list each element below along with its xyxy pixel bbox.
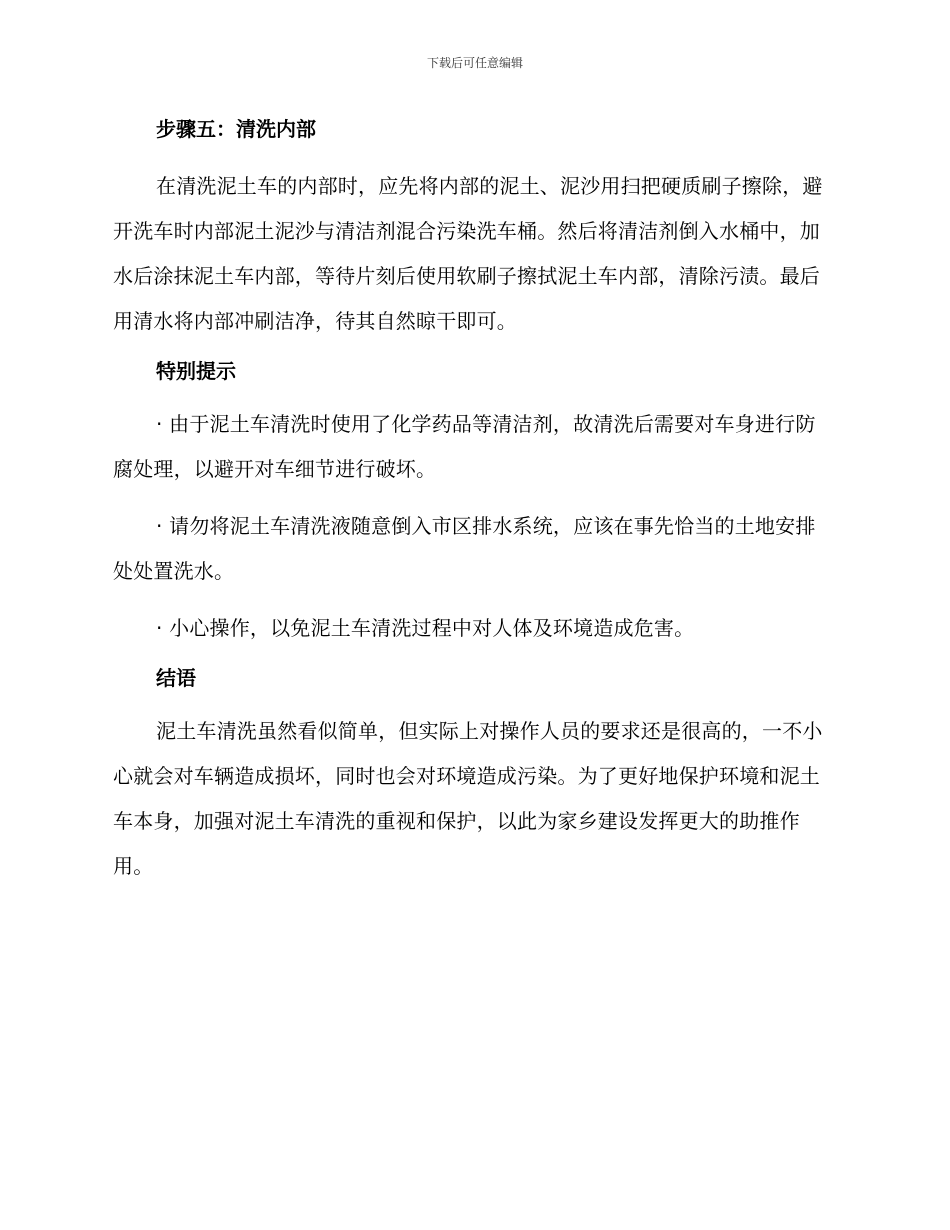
document-body bbox=[113, 110, 835, 901]
section-heading-step5: 步骤五：清洗内部 bbox=[156, 117, 316, 141]
section-heading-tips: 特别提示 bbox=[156, 359, 236, 383]
tip-item-3: · 小心操作，以免泥土车清洗过程中对人体及环境造成危害。 bbox=[156, 616, 695, 640]
tip-item-1: · 由于泥土车清洗时使用了化学药品等清洁剂，故清洗后需要对车身进行防腐处理，以避开对车细节进行破坏。 bbox=[113, 412, 816, 481]
paragraph-step5: 在清洗泥土车的内部时，应先将内部的泥土、泥沙用扫把硬质刷子擦除，避开洗车时内部泥土泥沙与清洁剂混合污染洗车桶。然后将清洁剂倒入水桶中，加水后涂抹泥土车内部，等待片刻后使用软刷子擦拭泥土车内部，清除污渍。最后用清水将内部冲刷洁净，待其自然晾干即可。 bbox=[113, 174, 823, 333]
tip-item-2: · 请勿将泥土车清洗液随意倒入市区排水系统，应该在事先恰当的土地安排处处置洗水。 bbox=[113, 514, 816, 583]
paragraph-conclusion: 泥土车清洗虽然看似简单，但实际上对操作人员的要求还是很高的，一不小心就会对车辆造成损坏，同时也会对环境造成污染。为了更好地保护环境和泥土车本身，加强对泥土车清洗的重视和保护，以此为家乡建设发挥更大的助推作用。 bbox=[113, 719, 823, 878]
section-heading-conclusion: 结语 bbox=[156, 666, 196, 690]
page-header: 下载后可任意编辑 bbox=[426, 56, 523, 70]
